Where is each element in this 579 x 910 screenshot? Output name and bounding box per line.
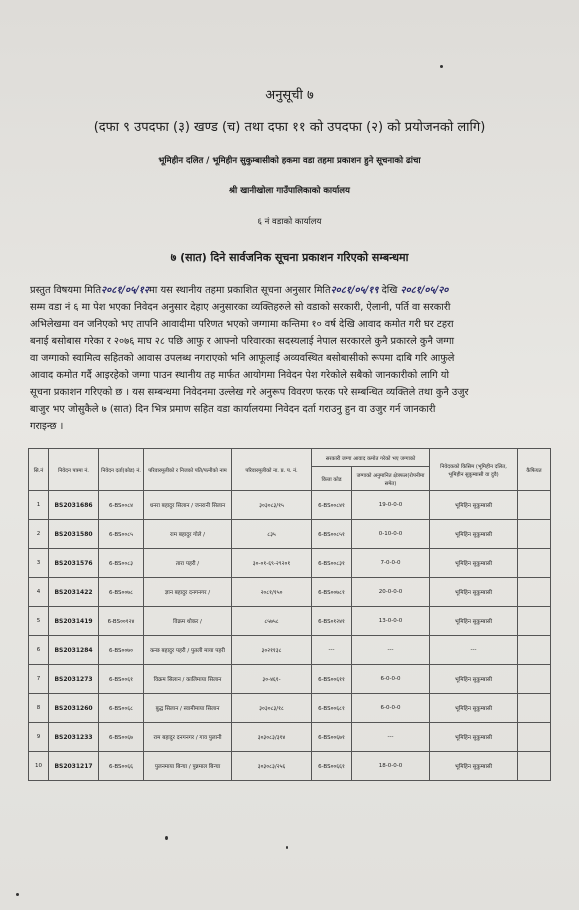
cell-type: भूमिहिन सुकुम्बासी <box>430 665 518 694</box>
cell-name: तारा पहरी / <box>144 549 232 578</box>
cell-app: BS2031576 <box>49 549 99 578</box>
col-header-sn: सि.नं <box>29 449 49 491</box>
cell-kitta: 6-BS००६११ <box>312 665 352 694</box>
table-row <box>29 694 551 723</box>
speck <box>165 836 168 840</box>
cell-name: बुद्ध सिलान / स्वामीमाया सिलान <box>144 694 232 723</box>
cell-remarks <box>518 520 551 549</box>
cell-remarks <box>518 694 551 723</box>
cell-cit: ३०३०८३/१५ <box>232 491 312 520</box>
col-header-area: जग्गाको अनुमानित क्षेत्रफल(रोपनीमा समेत) <box>352 467 430 491</box>
cell-kitta: 6-BS००६६१ <box>312 752 352 781</box>
cell-sn: 8 <box>29 694 49 723</box>
notice-body <box>30 282 550 435</box>
table-row <box>29 578 551 607</box>
cell-app: BS2031217 <box>49 752 99 781</box>
table-row <box>29 491 551 520</box>
cell-name: धनरा बहादुर सिलान / जनरानी सिलान <box>144 491 232 520</box>
cell-area: 7-0-0-0 <box>352 549 430 578</box>
cell-code: 6-BS००६६ <box>99 752 144 781</box>
cell-type: भूमिहिन सुकुम्बासी <box>430 607 518 636</box>
speck <box>286 846 288 849</box>
cell-code: 6-BS००६८ <box>99 694 144 723</box>
cell-cit: ३०-०१-६९-२९२०१ <box>232 549 312 578</box>
table-row <box>29 549 551 578</box>
cell-sn: 7 <box>29 665 49 694</box>
cell-remarks <box>518 607 551 636</box>
table-row <box>29 723 551 752</box>
ward-office: ६ नं वडाको कार्यालय <box>257 217 322 227</box>
table-row <box>29 520 551 549</box>
cell-kitta: 6-BS००८५१ <box>312 520 352 549</box>
body-line: बनाई बसोबास गरेका र २०७६ माघ २८ पछि आफु र आफ्नो परिवारका सदस्यलाई नेपाल सरकारले कुनै प्रकारले कुनै जग्गा <box>30 336 455 347</box>
cell-type: भूमिहिन सुकुम्बासी <box>430 723 518 752</box>
office-name: श्री खानीखोला गाउँपालिकाको कार्यालय <box>229 186 350 196</box>
body-line: वा जग्गाको स्वामित्व सहितको आवास उपलब्ध नगराएको भनि आफूलाई अव्यवस्थित बसोबासीको रूपमा दाबि गरि आफुले <box>30 353 455 364</box>
cell-app: BS2031284 <box>49 636 99 665</box>
speck <box>16 893 19 896</box>
col-header-remarks: कैफियत <box>518 449 551 491</box>
cell-name: पुलनमाया बिन्चा / पुन्नमाल बिन्चा <box>144 752 232 781</box>
cell-sn: 2 <box>29 520 49 549</box>
cell-cit: ३०३०८३/३१४ <box>232 723 312 752</box>
cell-code: 6-BS००७८ <box>99 578 144 607</box>
cell-code: 6-BS००१२४ <box>99 607 144 636</box>
body-line: आवाद कमोत गर्दै आइरहेको जग्गा पाउन स्थानीय तह मार्फत आयोगमा निवेदन पेश गरेकोले सबैको जानकारीको लागि यो <box>30 370 450 381</box>
cell-area: 6-0-0-0 <box>352 665 430 694</box>
body-line: सम्म वडा नं ६ मा पेश भएका निवेदन अनुसार देहाए अनुसारका व्यक्तिहरुले सो वडाको सरकारी, ऐलानी, पर्ति वा सरकारी <box>30 302 451 313</box>
col-header-land-group: सरकारी जग्गा आवाद कमोत गरेको भए जग्गाको <box>312 449 430 467</box>
cell-code: 6-BS००६१ <box>99 665 144 694</box>
cell-name: विक्रम थोकर / <box>144 607 232 636</box>
cell-name: राम बहादुर दनगनगर / गाव पुलानी <box>144 723 232 752</box>
cell-code: 6-BS००८५ <box>99 520 144 549</box>
cell-remarks <box>518 752 551 781</box>
schedule-heading: अनुसूची ७ <box>265 88 314 103</box>
cell-kitta: 6-BS००६७१ <box>312 723 352 752</box>
cell-code: 6-BS००६७ <box>99 723 144 752</box>
cell-sn: 6 <box>29 636 49 665</box>
cell-cit: ८३५ <box>232 520 312 549</box>
provision-heading: (दफा ९ उपदफा (३) खण्ड (च) तथा दफा ११ को उपदफा (२) को प्रयोजनको लागि) <box>93 120 486 135</box>
body-line: सूचना प्रकाशन गरिएको छ । यस सम्बन्धमा निवेदनमा उल्लेख गरे अनुरूप विवरण फरक परे सम्बन्धित व्यक्तिले तथा कुनै उजुर <box>30 387 469 398</box>
cell-app: BS2031273 <box>49 665 99 694</box>
cell-sn: 9 <box>29 723 49 752</box>
table-row <box>29 665 551 694</box>
cell-kitta: 6-BS०१२४१ <box>312 607 352 636</box>
cell-sn: 1 <box>29 491 49 520</box>
cell-sn: 3 <box>29 549 49 578</box>
cell-code: 6-BS००७० <box>99 636 144 665</box>
cell-code: 6-BS००८३ <box>99 549 144 578</box>
cell-remarks <box>518 665 551 694</box>
body-line: अभिलेखमा वन जनिएको भए तापनि आवादीमा परिणत भएको जग्गामा कन्तिमा १० वर्ष देखि आवाद कमोत गरी घर टहरा <box>30 319 454 330</box>
cell-kitta: 6-BS००८३१ <box>312 549 352 578</box>
cell-cit: २०८१/१५० <box>232 578 312 607</box>
cell-type: --- <box>430 636 518 665</box>
cell-area: 0-10-0-0 <box>352 520 430 549</box>
col-header-kitta: कित्ता कोड <box>312 467 352 491</box>
cell-remarks <box>518 578 551 607</box>
cell-type: भूमिहिन सुकुम्बासी <box>430 694 518 723</box>
table-body <box>29 491 551 781</box>
cell-type: भूमिहिन सुकुम्बासी <box>430 549 518 578</box>
cell-cit: ३०३०८३/१८ <box>232 694 312 723</box>
cell-app: BS2031233 <box>49 723 99 752</box>
cell-name: ज्ञान बहादुर दनगनगर / <box>144 578 232 607</box>
cell-area: --- <box>352 636 430 665</box>
cell-code: 6-BS००८४ <box>99 491 144 520</box>
cell-app: BS2031422 <box>49 578 99 607</box>
applicants-table <box>28 448 551 781</box>
col-header-name: परिवारमूलीको र निजको पति/पत्नीको नाम <box>144 449 232 491</box>
col-header-applicant-type: निवेदकको किसिम (भूमिहीन दलित, भूमिहीन सुकुम्बासी वा दुवै) <box>430 449 518 491</box>
cell-name: कन्छ बहादुर पहरी / पुतली माया पहरी <box>144 636 232 665</box>
handwritten-date: २०८१/०५/१२ <box>101 285 149 296</box>
cell-area: --- <box>352 723 430 752</box>
table-row <box>29 636 551 665</box>
cell-kitta: --- <box>312 636 352 665</box>
cell-sn: 10 <box>29 752 49 781</box>
cell-cit: ३०३०८३/२५६ <box>232 752 312 781</box>
speck <box>440 65 443 68</box>
cell-area: 13-0-0-0 <box>352 607 430 636</box>
table-row <box>29 752 551 781</box>
cell-app: BS2031686 <box>49 491 99 520</box>
cell-sn: 4 <box>29 578 49 607</box>
body-line: प्रस्तुत विषयमा मिति२०८१/०५/१२मा यस स्थानीय तहमा प्रकाशित सूचना अनुसार मिति२०८१/०५/१९ देखि २०८१/०५/२० <box>30 285 449 296</box>
cell-area: 18-0-0-0 <box>352 752 430 781</box>
col-header-citizenship: परिवारमूलीको ना. प्र. प. नं. <box>232 449 312 491</box>
cell-type: भूमिहिन सुकुम्बासी <box>430 578 518 607</box>
notice-subject: भूमिहीन दलित / भूमिहीन सुकुम्बासीको हकमा वडा तहमा प्रकाशन हुने सूचनाको ढांचा <box>158 156 421 166</box>
cell-area: 19-0-0-0 <box>352 491 430 520</box>
cell-kitta: 6-BS००७८१ <box>312 578 352 607</box>
cell-app: BS2031419 <box>49 607 99 636</box>
cell-name: विक्रम सिलान / कालिमाया सिलान <box>144 665 232 694</box>
cell-type: भूमिहिन सुकुम्बासी <box>430 520 518 549</box>
body-line: बाजुर भए जोसुकैले ७ (सात) दिन भित्र प्रमाण सहित वडा कार्यालयमा निवेदन दर्ता गराउनु हुन वा उजुर गर्न जानकारी <box>30 404 436 415</box>
cell-app: BS2031580 <box>49 520 99 549</box>
notice-title: ७ (सात) दिने सार्वजनिक सूचना प्रकाशन गरिएको सम्बन्धमा <box>170 251 409 264</box>
cell-type: भूमिहिन सुकुम्बासी <box>430 491 518 520</box>
cell-cit: ३०२११३८ <box>232 636 312 665</box>
cell-remarks <box>518 549 551 578</box>
cell-cit: ३०-४६१- <box>232 665 312 694</box>
cell-sn: 5 <box>29 607 49 636</box>
table-row <box>29 607 551 636</box>
body-line: गराइन्छ । <box>30 421 64 432</box>
cell-name: राम बहादुर गोले / <box>144 520 232 549</box>
cell-remarks <box>518 723 551 752</box>
cell-remarks <box>518 636 551 665</box>
handwritten-date: २०८१/०५/२० <box>400 285 449 296</box>
cell-kitta: 6-BS००६८१ <box>312 694 352 723</box>
cell-type: भूमिहिन सुकुम्बासी <box>430 752 518 781</box>
handwritten-date: २०८१/०५/१९ <box>330 285 379 296</box>
cell-area: 20-0-0-0 <box>352 578 430 607</box>
cell-cit: ८५७५८ <box>232 607 312 636</box>
cell-area: 6-0-0-0 <box>352 694 430 723</box>
cell-kitta: 6-BS००८४१ <box>312 491 352 520</box>
cell-app: BS2031260 <box>49 694 99 723</box>
col-header-app-code: निवेदन दर्ता(कोड) नं. <box>99 449 144 491</box>
col-header-app-no: निवेदन पत्रमा नं. <box>49 449 99 491</box>
cell-remarks <box>518 491 551 520</box>
